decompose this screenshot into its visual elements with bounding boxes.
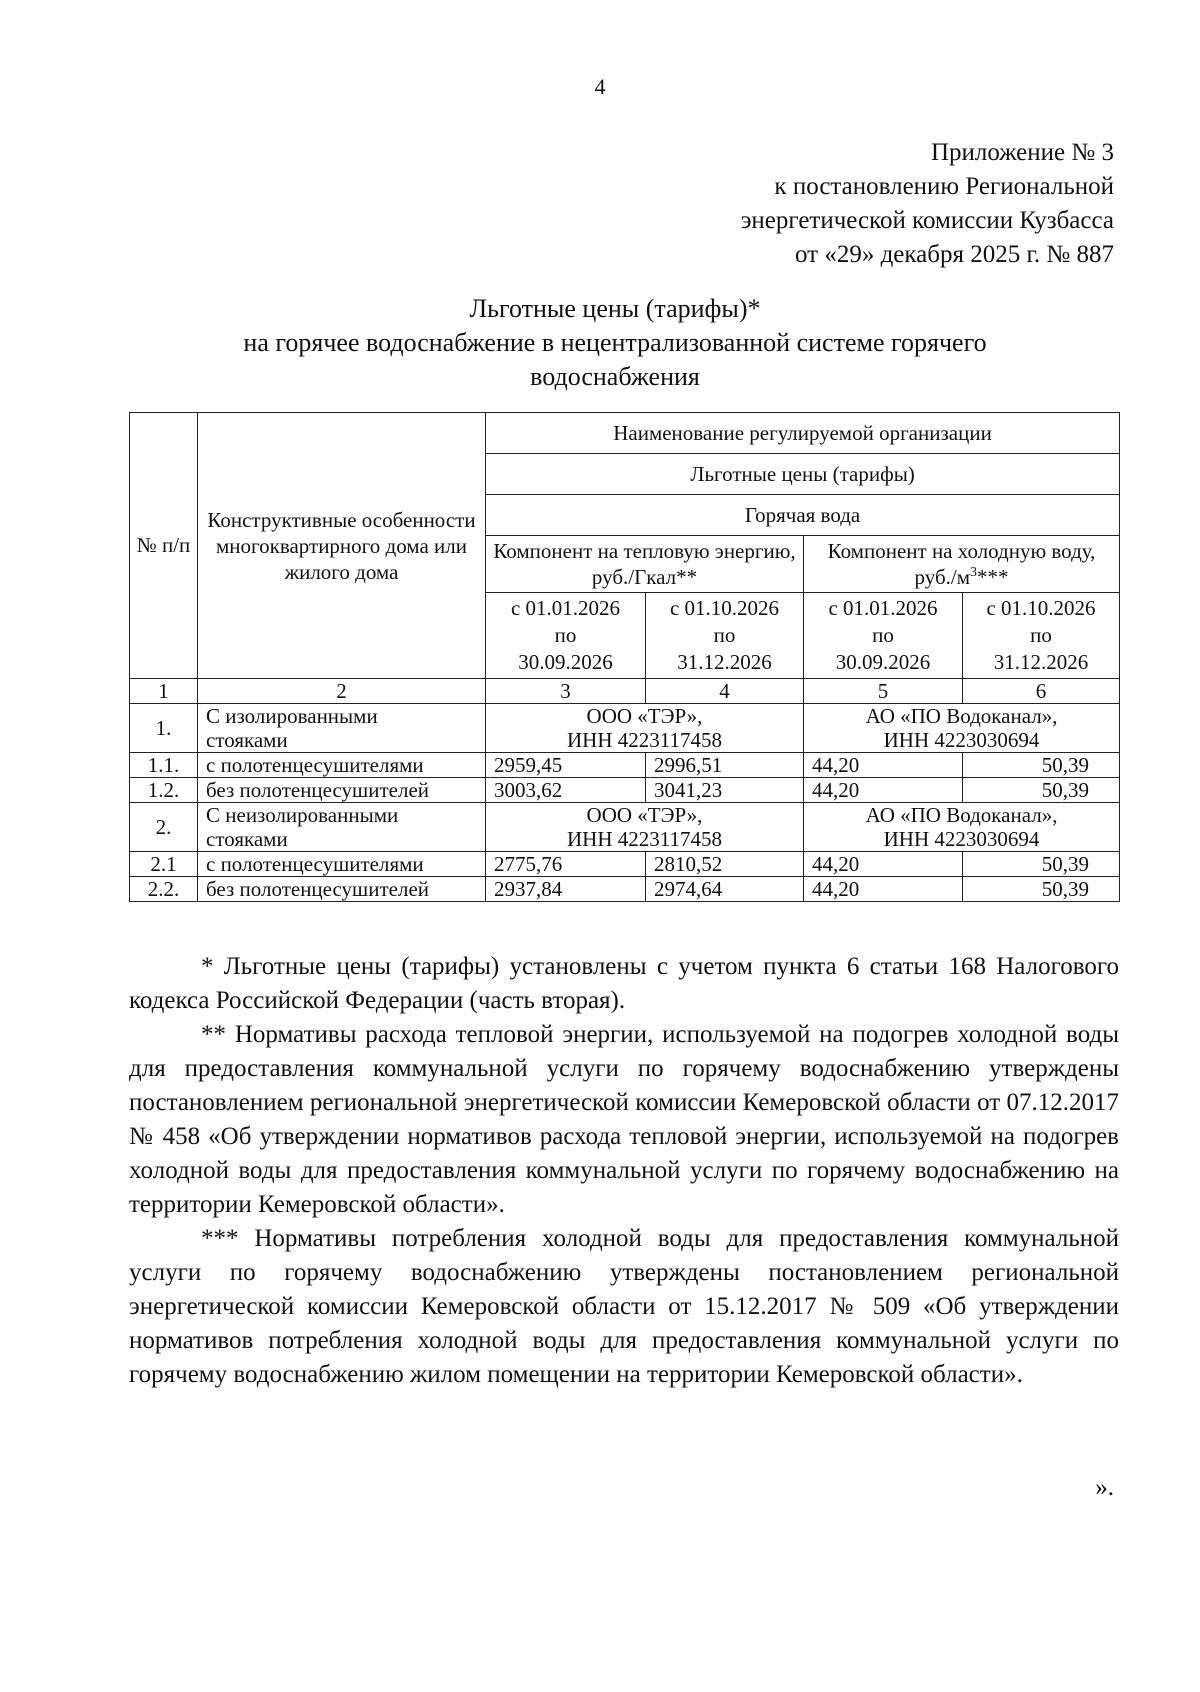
value-cell: 50,39 bbox=[963, 852, 1120, 877]
cold-component-sup: 3 bbox=[970, 565, 978, 580]
value-cell: 44,20 bbox=[804, 753, 963, 778]
group-label bbox=[198, 803, 486, 852]
column-number: 6 bbox=[963, 679, 1120, 704]
value-cell: 50,39 bbox=[963, 753, 1120, 778]
value-cell: 50,39 bbox=[963, 778, 1120, 803]
appendix-header bbox=[741, 136, 1114, 272]
value-cell: 2996,51 bbox=[646, 753, 804, 778]
column-number: 4 bbox=[646, 679, 804, 704]
value-cell: 44,20 bbox=[804, 877, 963, 902]
header-features: Конструктивные особенности многоквартирного дома или жилого дома bbox=[198, 413, 486, 679]
group-label-line: стояками bbox=[206, 827, 288, 851]
footnote-1: * Льготные цены (тарифы) установлены с учетом пункта 6 статьи 168 Налогового кодекса Российской Федерации (часть вторая). bbox=[129, 953, 1119, 1014]
value-cell: 50,39 bbox=[963, 877, 1120, 902]
footnote-3: *** Нормативы потребления холодной воды для предоставления коммунальной услуги по горячему водоснабжению утверждены постановлением региональной энергетической комиссии Кемеровской области от 15.12.2017 № 509 «Об утверждении нормативов потребления холодной воды для предоставления коммунальной услуги по горячему водоснабжению жилом помещении на территории Кемеровской области». bbox=[129, 1225, 1119, 1388]
period-from: с 01.10.2026 bbox=[986, 596, 1096, 620]
row-label: с полотенцесушителями bbox=[198, 852, 486, 877]
value-cell: 2937,84 bbox=[486, 877, 646, 902]
header-thermal-component: Компонент на тепловую энергию, руб./Гкал** bbox=[486, 536, 804, 593]
header-hot-water: Горячая вода bbox=[486, 495, 1120, 536]
column-number: 3 bbox=[486, 679, 646, 704]
group-label bbox=[198, 704, 486, 753]
period-mid: по bbox=[872, 623, 894, 647]
table-row bbox=[130, 852, 1120, 877]
period-cell bbox=[963, 593, 1120, 679]
period-to: 30.09.2026 bbox=[518, 650, 613, 674]
value-cell: 2775,76 bbox=[486, 852, 646, 877]
header-num: № п/п bbox=[130, 413, 198, 679]
tariff-table bbox=[129, 412, 1120, 902]
thermal-organization bbox=[486, 704, 804, 753]
cold-organization bbox=[804, 803, 1120, 852]
value-cell: 2810,52 bbox=[646, 852, 804, 877]
period-from: с 01.01.2026 bbox=[510, 596, 621, 620]
row-num: 1.2. bbox=[130, 778, 198, 803]
appendix-line: Приложение № 3 bbox=[930, 139, 1114, 166]
org-inn: ИНН 4223030694 bbox=[883, 827, 1040, 851]
value-cell: 44,20 bbox=[804, 852, 963, 877]
header-organization: Наименование регулируемой организации bbox=[486, 413, 1120, 454]
value-cell: 2974,64 bbox=[646, 877, 804, 902]
document-title bbox=[130, 292, 1100, 394]
org-name: АО «ПО Водоканал», bbox=[865, 803, 1058, 827]
appendix-line: к постановлению Региональной bbox=[774, 173, 1114, 200]
footnote-2: ** Нормативы расхода тепловой энергии, используемой на подогрев холодной воды для предоставления коммунальной услуги по горячему водоснабжению утверждены постановлением региональной энергетической комиссии Кемеровской области от 07.12.2017 № 458 «Об утверждении нормативов расхода тепловой энергии, используемой на подогрев холодной воды для предоставления коммунальной услуги по горячему водоснабжению на территории Кемеровской области». bbox=[129, 1021, 1119, 1218]
org-inn: ИНН 4223117458 bbox=[567, 827, 722, 851]
row-label: без полотенцесушителей bbox=[198, 877, 486, 902]
title-line: на горячее водоснабжение в нецентрализованной системе горячего bbox=[243, 328, 987, 357]
period-mid: по bbox=[554, 623, 577, 647]
period-cell bbox=[486, 593, 646, 679]
period-to: 30.09.2026 bbox=[835, 650, 931, 674]
period-cell bbox=[804, 593, 963, 679]
column-number: 5 bbox=[804, 679, 963, 704]
org-inn: ИНН 4223117458 bbox=[567, 728, 722, 752]
appendix-line: от «29» декабря 2025 г. № 887 bbox=[794, 241, 1114, 268]
period-mid: по bbox=[1030, 623, 1052, 647]
value-cell: 3003,62 bbox=[486, 778, 646, 803]
group-label-line: С изолированными bbox=[206, 704, 378, 728]
row-label: без полотенцесушителей bbox=[198, 778, 486, 803]
table-row bbox=[130, 778, 1120, 803]
row-num: 1.1. bbox=[130, 753, 198, 778]
cold-component-text: Компонент на холодную воду, руб./м bbox=[827, 539, 1096, 589]
thermal-organization bbox=[486, 803, 804, 852]
period-from: с 01.01.2026 bbox=[828, 596, 938, 620]
table-row bbox=[130, 877, 1120, 902]
page-number: 4 bbox=[594, 74, 606, 99]
footnotes bbox=[129, 950, 1119, 1392]
value-cell: 3041,23 bbox=[646, 778, 804, 803]
value-cell: 44,20 bbox=[804, 778, 963, 803]
table-row bbox=[130, 753, 1120, 778]
value-cell: 2959,45 bbox=[486, 753, 646, 778]
closing-quote: ». bbox=[1095, 1474, 1114, 1501]
cold-organization bbox=[804, 704, 1120, 753]
group-num: 1. bbox=[130, 704, 198, 753]
group-label-line: стояками bbox=[206, 728, 288, 752]
row-num: 2.2. bbox=[130, 877, 198, 902]
period-mid: по bbox=[713, 623, 736, 647]
cold-component-suffix: *** bbox=[977, 565, 1009, 589]
title-line: Льготные цены (тарифы)* bbox=[469, 294, 761, 323]
title-line: водоснабжения bbox=[530, 362, 700, 391]
org-name: ООО «ТЭР», bbox=[586, 803, 703, 827]
header-tariffs: Льготные цены (тарифы) bbox=[486, 454, 1120, 495]
org-name: ООО «ТЭР», bbox=[586, 704, 703, 728]
row-label: с полотенцесушителями bbox=[198, 753, 486, 778]
period-from: с 01.10.2026 bbox=[669, 596, 780, 620]
group-label-line: С неизолированными bbox=[206, 803, 399, 827]
column-number: 1 bbox=[130, 679, 198, 704]
header-cold-component bbox=[804, 536, 1120, 593]
period-to: 31.12.2026 bbox=[677, 650, 772, 674]
period-cell bbox=[646, 593, 804, 679]
row-num: 2.1 bbox=[130, 852, 198, 877]
org-inn: ИНН 4223030694 bbox=[883, 728, 1040, 752]
appendix-line: энергетической комиссии Кузбасса bbox=[740, 207, 1114, 234]
period-to: 31.12.2026 bbox=[993, 650, 1089, 674]
column-number: 2 bbox=[198, 679, 486, 704]
group-num: 2. bbox=[130, 803, 198, 852]
org-name: АО «ПО Водоканал», bbox=[865, 704, 1058, 728]
